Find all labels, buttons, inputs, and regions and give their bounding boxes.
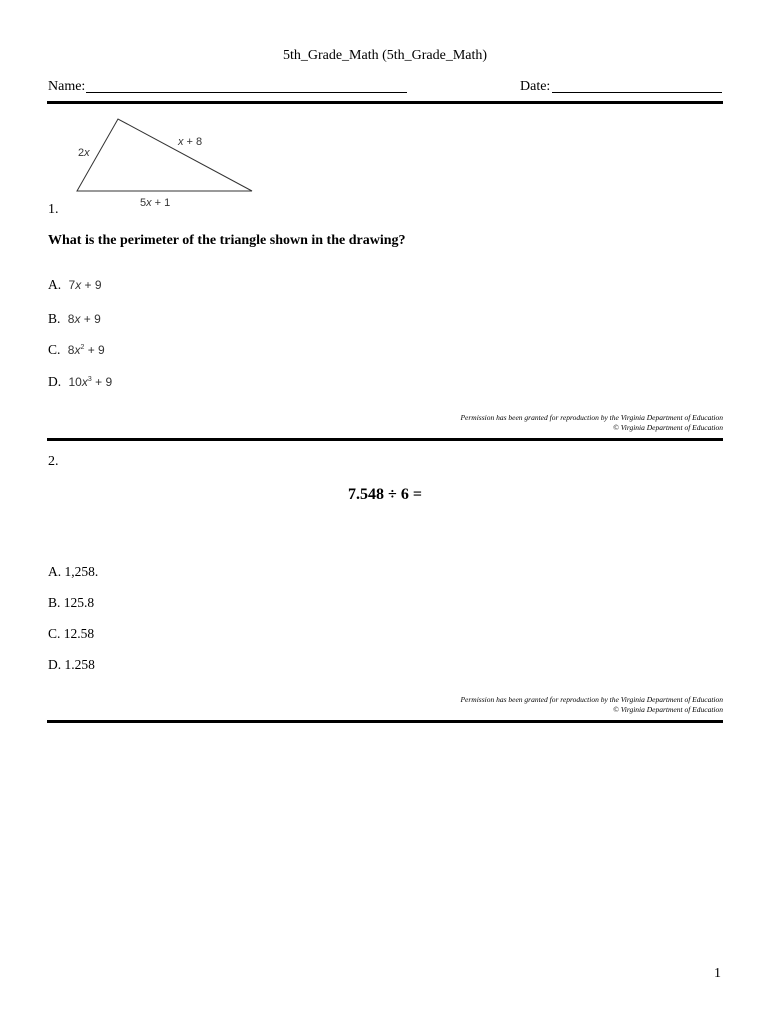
question-1-number: 1. — [48, 202, 59, 217]
q1-permission-line-2: © Virginia Department of Education — [613, 423, 723, 432]
q1-option-b-letter: B. — [48, 311, 61, 326]
q1-permission-note — [460, 413, 723, 433]
q1-option-a-letter: A. — [48, 277, 62, 292]
question-2-divider — [47, 720, 723, 723]
page-title: 5th_Grade_Math (5th_Grade_Math) — [282, 48, 488, 63]
q1-option-b[interactable] — [48, 311, 101, 327]
triangle-side-bottom-label: 5x + 1 — [140, 197, 171, 209]
q2-option-a[interactable]: A. 1,258. — [48, 564, 99, 579]
question-2-number: 2. — [48, 454, 59, 469]
q2-permission-note — [460, 695, 723, 715]
q1-option-c[interactable] — [48, 342, 105, 358]
question-2-expression: 7.548 ÷ 6 = — [348, 486, 422, 503]
triangle-side-right-label: x + 8 — [178, 136, 203, 148]
date-label: Date: — [520, 79, 551, 94]
q1-option-d-letter: D. — [48, 374, 62, 389]
q1-option-d-expression: $10x^3 + 9$ — [68, 375, 113, 389]
q1-option-d[interactable] — [48, 374, 112, 390]
q1-option-b-expression: 8x + 9 — [67, 312, 101, 326]
name-label: Name: — [48, 79, 86, 94]
q2-option-d[interactable]: D. 1.258 — [48, 657, 95, 672]
q2-permission-line-1: Permission has been granted for reproduction by the Virginia Department of Education — [460, 695, 723, 704]
q1-option-a[interactable] — [48, 277, 102, 293]
triangle-figure — [60, 112, 270, 212]
q1-option-c-expression: $8x^2 + 9$ — [67, 343, 105, 357]
page-number: 1 — [714, 966, 721, 981]
name-field[interactable] — [86, 91, 407, 93]
q1-option-c-letter: C. — [48, 342, 61, 357]
question-1-divider — [47, 438, 723, 441]
q2-option-c[interactable]: C. 12.58 — [48, 626, 95, 641]
header-divider — [47, 101, 723, 104]
q1-permission-line-1: Permission has been granted for reproduction by the Virginia Department of Education — [460, 413, 723, 422]
q2-option-b[interactable]: B. 125.8 — [48, 595, 95, 610]
triangle-shape — [77, 119, 252, 191]
q2-permission-line-2: © Virginia Department of Education — [613, 705, 723, 714]
q1-option-a-expression: 7x + 9 — [68, 278, 102, 292]
triangle-side-left-label: 2x — [78, 147, 90, 159]
date-field[interactable] — [552, 91, 722, 93]
question-1-text: What is the perimeter of the triangle shown in the drawing? — [48, 233, 406, 248]
